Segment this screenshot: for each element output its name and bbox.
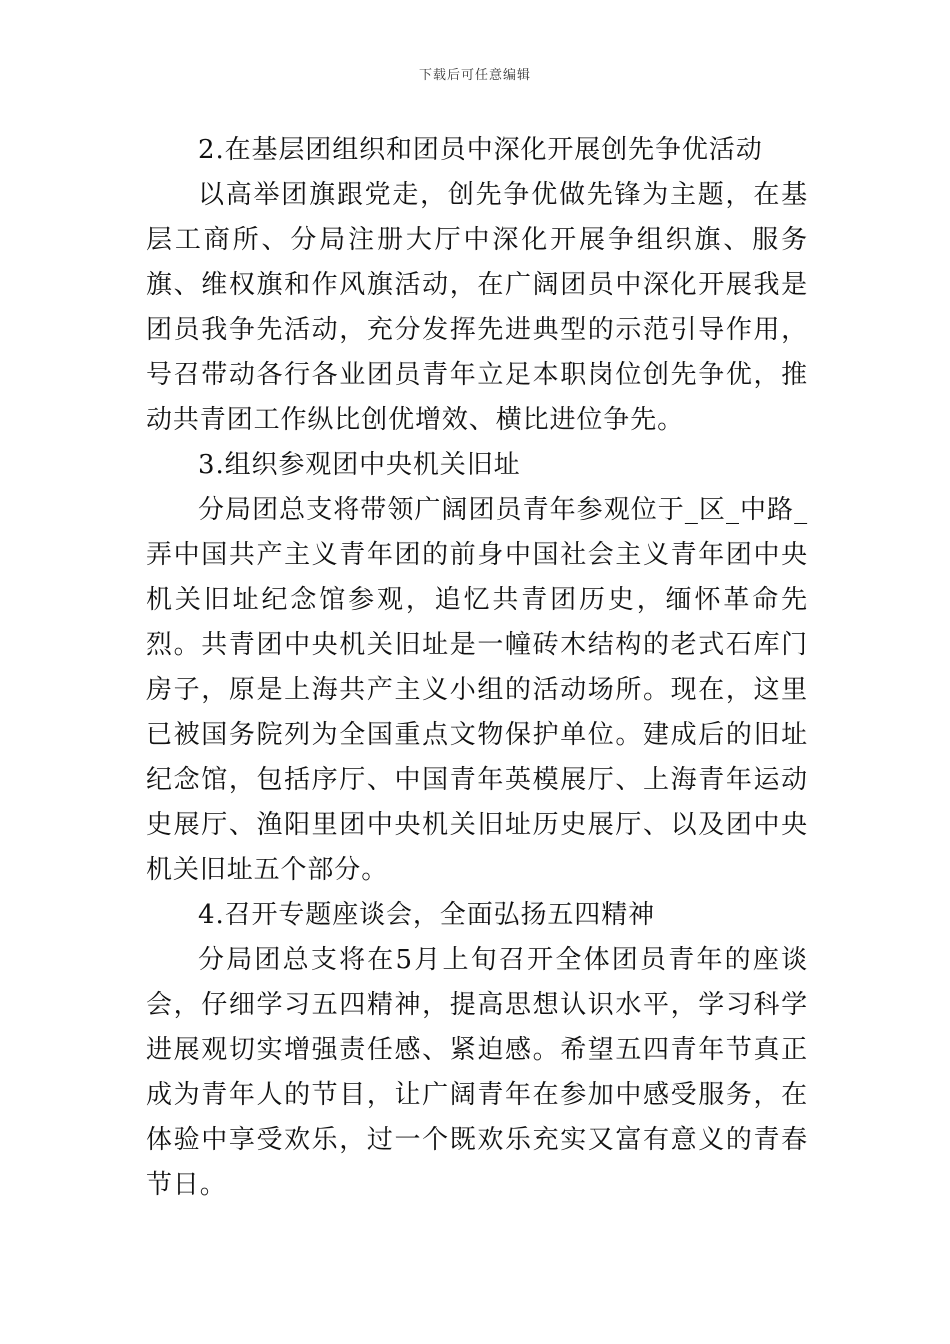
section-heading-4: 4.召开专题座谈会，全面弘扬五四精神 [198,900,656,930]
section-heading-3: 3.组织参观团中央机关旧址 [198,450,521,480]
document-body [146,128,808,1208]
paragraph-section-2: 以高举团旗跟党走，创先争优做先锋为主题，在基层工商所、分局注册大厅中深化开展争组织旗、服务旗、维权旗和作风旗活动，在广阔团员中深化开展我是团员我争先活动，充分发挥先进典型的示范引导作用，号召带动各行各业团员青年立足本职岗位创先争优，推动共青团工作纵比创优增效、横比进位争先。 [146,180,808,435]
paragraph-section-4: 分局团总支将在5月上旬召开全体团员青年的座谈会，仔细学习五四精神，提高思想认识水平，学习科学进展观切实增强责任感、紧迫感。希望五四青年节真正成为青年人的节目，让广阔青年在参加中感受服务，在体验中享受欢乐，过一个既欢乐充实又富有意义的青春节日。 [146,945,808,1200]
section-heading-2: 2.在基层团组织和团员中深化开展创先争优活动 [198,135,763,165]
paragraph-section-3: 分局团总支将带领广阔团员青年参观位于_区_中路_弄中国共产主义青年团的前身中国社会主义青年团中央机关旧址纪念馆参观，追忆共青团历史，缅怀革命先烈。共青团中央机关旧址是一幢砖木结构的老式石库门房子，原是上海共产主义小组的活动场所。现在，这里已被国务院列为全国重点文物保护单位。建成后的旧址纪念馆，包括序厅、中国青年英模展厅、上海青年运动史展厅、渔阳里团中央机关旧址历史展厅、以及团中央机关旧址五个部分。 [146,495,808,885]
header-note: 下载后可任意编辑 [418,68,531,83]
